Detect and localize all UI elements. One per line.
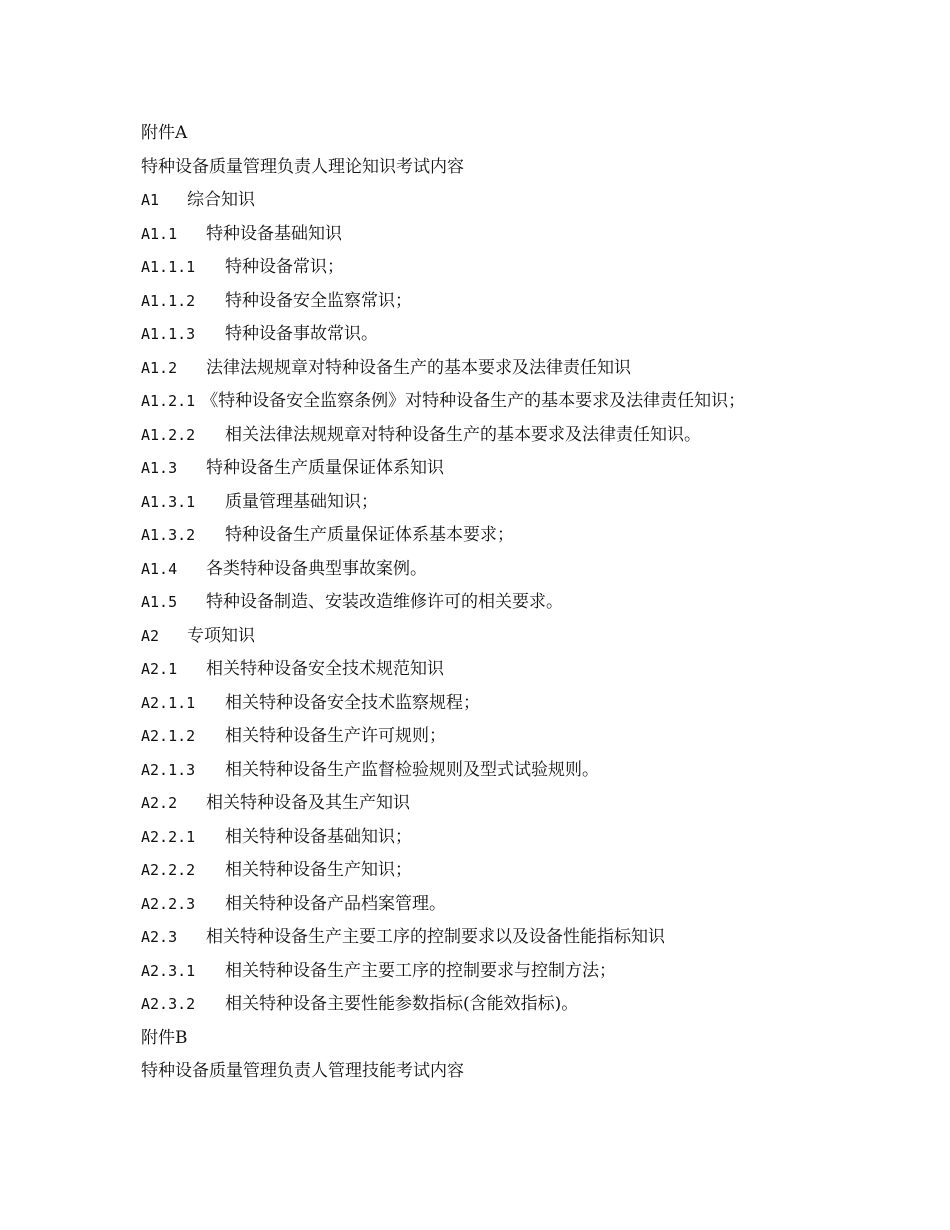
item-number: A1.3.1	[141, 492, 196, 511]
item-number: A1.1.2	[141, 291, 196, 310]
item-a1-3-1	[141, 486, 841, 520]
section-heading: 相关特种设备生产主要工序的控制要求以及设备性能指标知识	[206, 927, 665, 947]
section-a2-1	[141, 653, 841, 687]
item-text: 特种设备常识；	[225, 257, 344, 277]
item-number: A1.2.2	[141, 425, 196, 444]
item-text: 特种设备生产质量保证体系基本要求；	[225, 525, 514, 545]
section-heading: 特种设备制造、安装改造维修许可的相关要求。	[206, 592, 563, 612]
section-number: A1.2	[141, 358, 178, 377]
item-a2-2-3	[141, 888, 841, 922]
section-heading: 专项知识	[187, 625, 255, 646]
section-a2	[141, 620, 841, 654]
section-number: A2.3	[141, 928, 178, 946]
item-number: A2.1.1	[141, 693, 196, 712]
item-number: A2.1.2	[141, 727, 196, 745]
item-a1-1-1	[141, 251, 841, 285]
appendix-a-label: 附件A	[141, 123, 188, 143]
section-number: A2.2	[141, 794, 178, 812]
item-a2-2-2	[141, 854, 841, 888]
section-heading: 相关特种设备安全技术规范知识	[206, 659, 444, 679]
item-text: 《特种设备安全监察条例》对特种设备生产的基本要求及法律责任知识；	[201, 391, 746, 411]
item-a1-3-2	[141, 519, 841, 553]
item-a2-1-2	[141, 720, 841, 754]
section-a1-5	[141, 586, 841, 620]
section-number: A1.1	[141, 224, 178, 243]
section-number: A2	[141, 626, 160, 645]
item-text: 相关特种设备产品档案管理。	[225, 893, 446, 914]
item-text: 特种设备事故常识。	[225, 324, 378, 344]
item-text: 相关特种设备生产监督检验规则及型式试验规则。	[225, 759, 599, 780]
section-number: A1.4	[141, 559, 178, 578]
section-a1	[141, 184, 841, 218]
item-text: 相关法律法规规章对特种设备生产的基本要求及法律责任知识。	[225, 424, 701, 445]
item-number: A1.1.1	[141, 258, 196, 276]
item-number: A1.2.1	[141, 392, 196, 410]
item-number: A1.1.3	[141, 325, 196, 343]
section-heading: 法律法规规章对特种设备生产的基本要求及法律责任知识	[206, 357, 631, 378]
section-number: A1.3	[141, 459, 178, 477]
item-number: A2.2.3	[141, 894, 196, 913]
section-number: A1	[141, 191, 160, 209]
item-text: 相关特种设备基础知识；	[225, 826, 412, 847]
section-heading: 综合知识	[187, 190, 255, 210]
appendix-b-label: 附件B	[141, 1027, 188, 1048]
item-text: 相关特种设备生产知识；	[225, 860, 412, 880]
item-a1-2-2	[141, 419, 841, 453]
item-number: A2.3.1	[141, 961, 196, 980]
section-a1-1	[141, 218, 841, 252]
item-number: A2.2.2	[141, 861, 196, 879]
appendix-a-title: 特种设备质量管理负责人理论知识考试内容	[141, 156, 464, 177]
section-heading: 特种设备基础知识	[206, 223, 342, 244]
section-a2-2	[141, 787, 841, 821]
section-heading: 相关特种设备及其生产知识	[206, 793, 410, 813]
item-number: A2.3.2	[141, 995, 196, 1013]
section-a1-3	[141, 452, 841, 486]
section-heading: 各类特种设备典型事故案例。	[206, 558, 427, 579]
item-a2-2-1	[141, 821, 841, 855]
item-a1-1-2	[141, 285, 841, 319]
item-a2-1-3	[141, 754, 841, 788]
section-heading: 特种设备生产质量保证体系知识	[206, 458, 444, 478]
item-a1-1-3	[141, 318, 841, 352]
section-a2-3	[141, 921, 841, 955]
section-number: A1.5	[141, 593, 178, 611]
item-text: 相关特种设备生产许可规则；	[225, 726, 446, 746]
item-text: 特种设备安全监察常识；	[225, 290, 412, 311]
section-number: A2.1	[141, 660, 178, 678]
item-a2-1-1	[141, 687, 841, 721]
item-number: A2.2.1	[141, 827, 196, 846]
document-body	[141, 117, 841, 1089]
item-text: 相关特种设备主要性能参数指标(含能效指标)。	[225, 994, 579, 1014]
item-number: A1.3.2	[141, 526, 196, 544]
item-a2-3-1	[141, 955, 841, 989]
section-a1-4	[141, 553, 841, 587]
item-text: 相关特种设备生产主要工序的控制要求与控制方法；	[225, 960, 616, 981]
item-a2-3-2	[141, 988, 841, 1022]
appendix-b-title: 特种设备质量管理负责人管理技能考试内容	[141, 1061, 464, 1081]
item-text: 相关特种设备安全技术监察规程；	[225, 692, 480, 713]
item-number: A2.1.3	[141, 760, 196, 779]
item-text: 质量管理基础知识；	[225, 491, 378, 512]
item-a1-2-1	[141, 385, 841, 419]
section-a1-2	[141, 352, 841, 386]
